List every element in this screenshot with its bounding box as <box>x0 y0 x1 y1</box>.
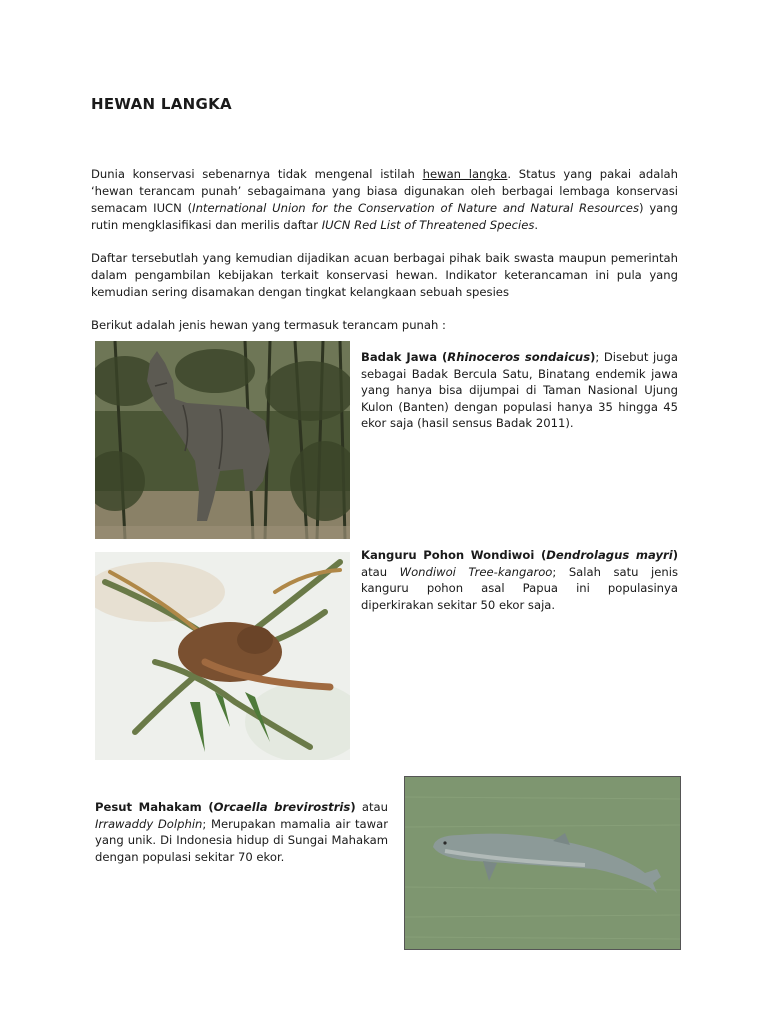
species-latin-name: Rhinoceros sondaicus <box>447 350 591 364</box>
species-name: Kanguru Pohon Wondiwoi <box>361 548 535 562</box>
species-latin-name: Orcaella brevirostris <box>213 800 351 814</box>
intro-text: . Status yang pakai adalah ‘hewan terancam punah’ sebagaimana yang biasa digunakan oleh berbagai lembaga konservasi semacam IUCN ( <box>91 167 678 215</box>
red-list-name: IUCN Red List of Threatened Species <box>321 218 535 232</box>
species-name: Badak Jawa <box>361 350 438 364</box>
species-description-irrawaddy-dolphin: Pesut Mahakam (Orcaella brevirostris) atau Irrawaddy Dolphin; Merupakan mamalia air tawar yang unik. Di Indonesia hidup di Sungai Mahakam dengan populasi sekitar 70 ekor. <box>95 800 388 864</box>
species-text: atau <box>361 564 400 579</box>
hewan-langka-link[interactable]: hewan langka <box>422 167 508 181</box>
javan-rhino-photo <box>95 341 350 539</box>
intro-paragraph-3: Berikut adalah jenis hewan yang termasuk terancam punah : <box>91 318 446 332</box>
intro-text: . <box>534 218 539 232</box>
species-description-javan-rhino: Badak Jawa (Rhinoceros sondaicus); Disebut juga sebagai Badak Bercula Satu, Binatang endemik jawa yang hanya bisa dijumpai di Taman Nasional Ujung Kulon (Banten) dengan populasi hanya 35 hingga 45 ekor saja (hasil sensus Badak 2011). <box>361 350 678 430</box>
irrawaddy-dolphin-illustration <box>404 776 681 950</box>
species-alt-name: Wondiwoi Tree-kangaroo <box>399 564 553 579</box>
species-name: Pesut Mahakam <box>95 800 202 814</box>
species-latin-name: Dendrolagus mayri <box>546 548 673 562</box>
intro-paragraph-2: Daftar tersebutlah yang kemudian dijadikan acuan berbagai pihak baik swasta maupun pemerintah dalam pengambilan kebijakan terkait konservasi hewan. Indikator keterancaman ini pula yang kemudian sering disamakan dengan tingkat kelangkaan sebuah spesies <box>91 251 678 299</box>
tree-kangaroo-illustration <box>95 552 350 760</box>
intro-text: ) yang rutin mengklasifikasi dan merilis daftar <box>91 201 678 232</box>
iucn-full-name: International Union for the Conservation of Nature and Natural Resources <box>192 201 639 215</box>
intro-paragraph-1 <box>91 166 678 234</box>
intro-text: Dunia konservasi sebenarnya tidak mengenal istilah <box>91 167 423 181</box>
species-alt-name: Irrawaddy Dolphin <box>95 816 203 831</box>
species-text: ; Disebut juga sebagai Badak Bercula Satu, Binatang endemik jawa yang hanya bisa dijumpai di Taman Nasional Ujung Kulon (Banten) dengan populasi hanya 35 hingga 45 ekor saja (hasil sensus Badak 2011). <box>361 350 678 430</box>
page-title: HEWAN LANGKA <box>91 95 232 113</box>
species-description-tree-kangaroo: Kanguru Pohon Wondiwoi (Dendrolagus mayri) atau Wondiwoi Tree-kangaroo; Salah satu jenis kanguru pohon asal Papua ini populasinya diperkirakan sekitar 50 ekor saja. <box>361 548 679 612</box>
species-text: ; Salah satu jenis kanguru pohon asal Papua ini populasinya diperkirakan sekitar 50 ekor saja. <box>361 564 678 612</box>
species-text: ; Merupakan mamalia air tawar yang unik. Di Indonesia hidup di Sungai Mahakam dengan populasi sekitar 70 ekor. <box>95 816 388 864</box>
species-text: atau <box>355 800 388 814</box>
